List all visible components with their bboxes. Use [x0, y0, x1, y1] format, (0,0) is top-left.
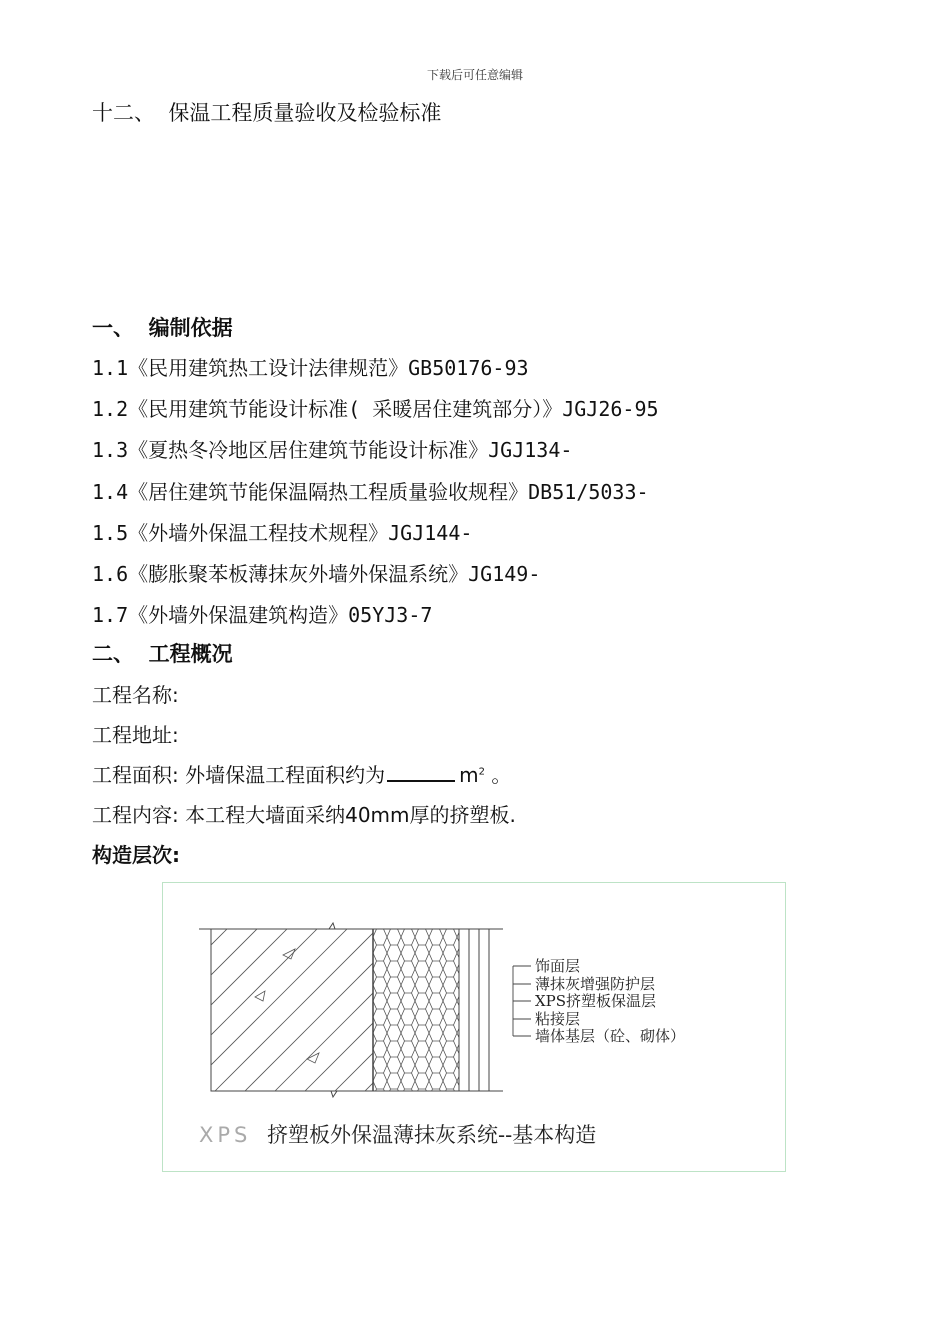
- section-heading-overview: 二、 工程概况: [92, 642, 233, 666]
- reference-item: 1.4《居住建筑节能保温隔热工程质量验收规程》DB51/5033-: [92, 480, 649, 504]
- page-header-note: 下载后可任意编辑: [426, 68, 523, 82]
- reference-item: 1.3《夏热冬冷地区居住建筑节能设计标准》JGJ134-: [92, 438, 573, 462]
- reference-item: 1.2《民用建筑节能设计标准( 采暖居住建筑部分）》JGJ26-95: [92, 397, 659, 421]
- wall-substrate: [211, 929, 373, 1091]
- reference-item: 1.5《外墙外保温工程技术规程》JGJ144-: [92, 521, 473, 545]
- area-unit: m: [459, 763, 479, 787]
- layer-label-plaster: 薄抹灰增强防护层: [535, 975, 656, 993]
- layer-label-substrate: 墙体基层（砼、砌体）: [535, 1027, 686, 1045]
- project-area-suffix: 。: [484, 763, 512, 787]
- page-title: 十二、 保温工程质量验收及检验标准: [92, 101, 442, 125]
- project-name-label: 工程名称:: [92, 683, 179, 707]
- project-content-line: 工程内容: 本工程大墙面采纳40mm厚的挤塑板.: [92, 803, 516, 827]
- construction-diagram: [162, 882, 786, 1172]
- project-address-label: 工程地址:: [92, 723, 179, 747]
- area-blank: [387, 762, 455, 782]
- caption-prefix: XPS: [199, 1123, 252, 1147]
- reference-item: 1.1《民用建筑热工设计法律规范》GB50176-93: [92, 356, 529, 380]
- layer-label-adhesive: 粘接层: [535, 1010, 581, 1028]
- section-heading-basis: 一、 编制依据: [92, 316, 233, 340]
- reference-item: 1.7《外墙外保温建筑构造》05YJ3-7: [92, 603, 433, 627]
- caption-main: 挤塑板外保温薄抹灰系统--基本构造: [267, 1123, 597, 1147]
- project-area-prefix: 工程面积: 外墙保温工程面积约为: [92, 763, 386, 787]
- xps-board: [373, 929, 459, 1091]
- construction-diagram-svg: [163, 883, 785, 1171]
- area-unit-sup: 2: [478, 766, 485, 778]
- project-area-line: [92, 759, 511, 788]
- layers-heading: 构造层次:: [92, 843, 180, 867]
- leader-lines: [513, 966, 531, 1036]
- layer-label-xps: XPS挤塑板保温层: [535, 992, 657, 1010]
- layer-label-finish: 饰面层: [535, 957, 581, 975]
- reference-item: 1.6《膨胀聚苯板薄抹灰外墙外保温系统》JG149-: [92, 562, 541, 586]
